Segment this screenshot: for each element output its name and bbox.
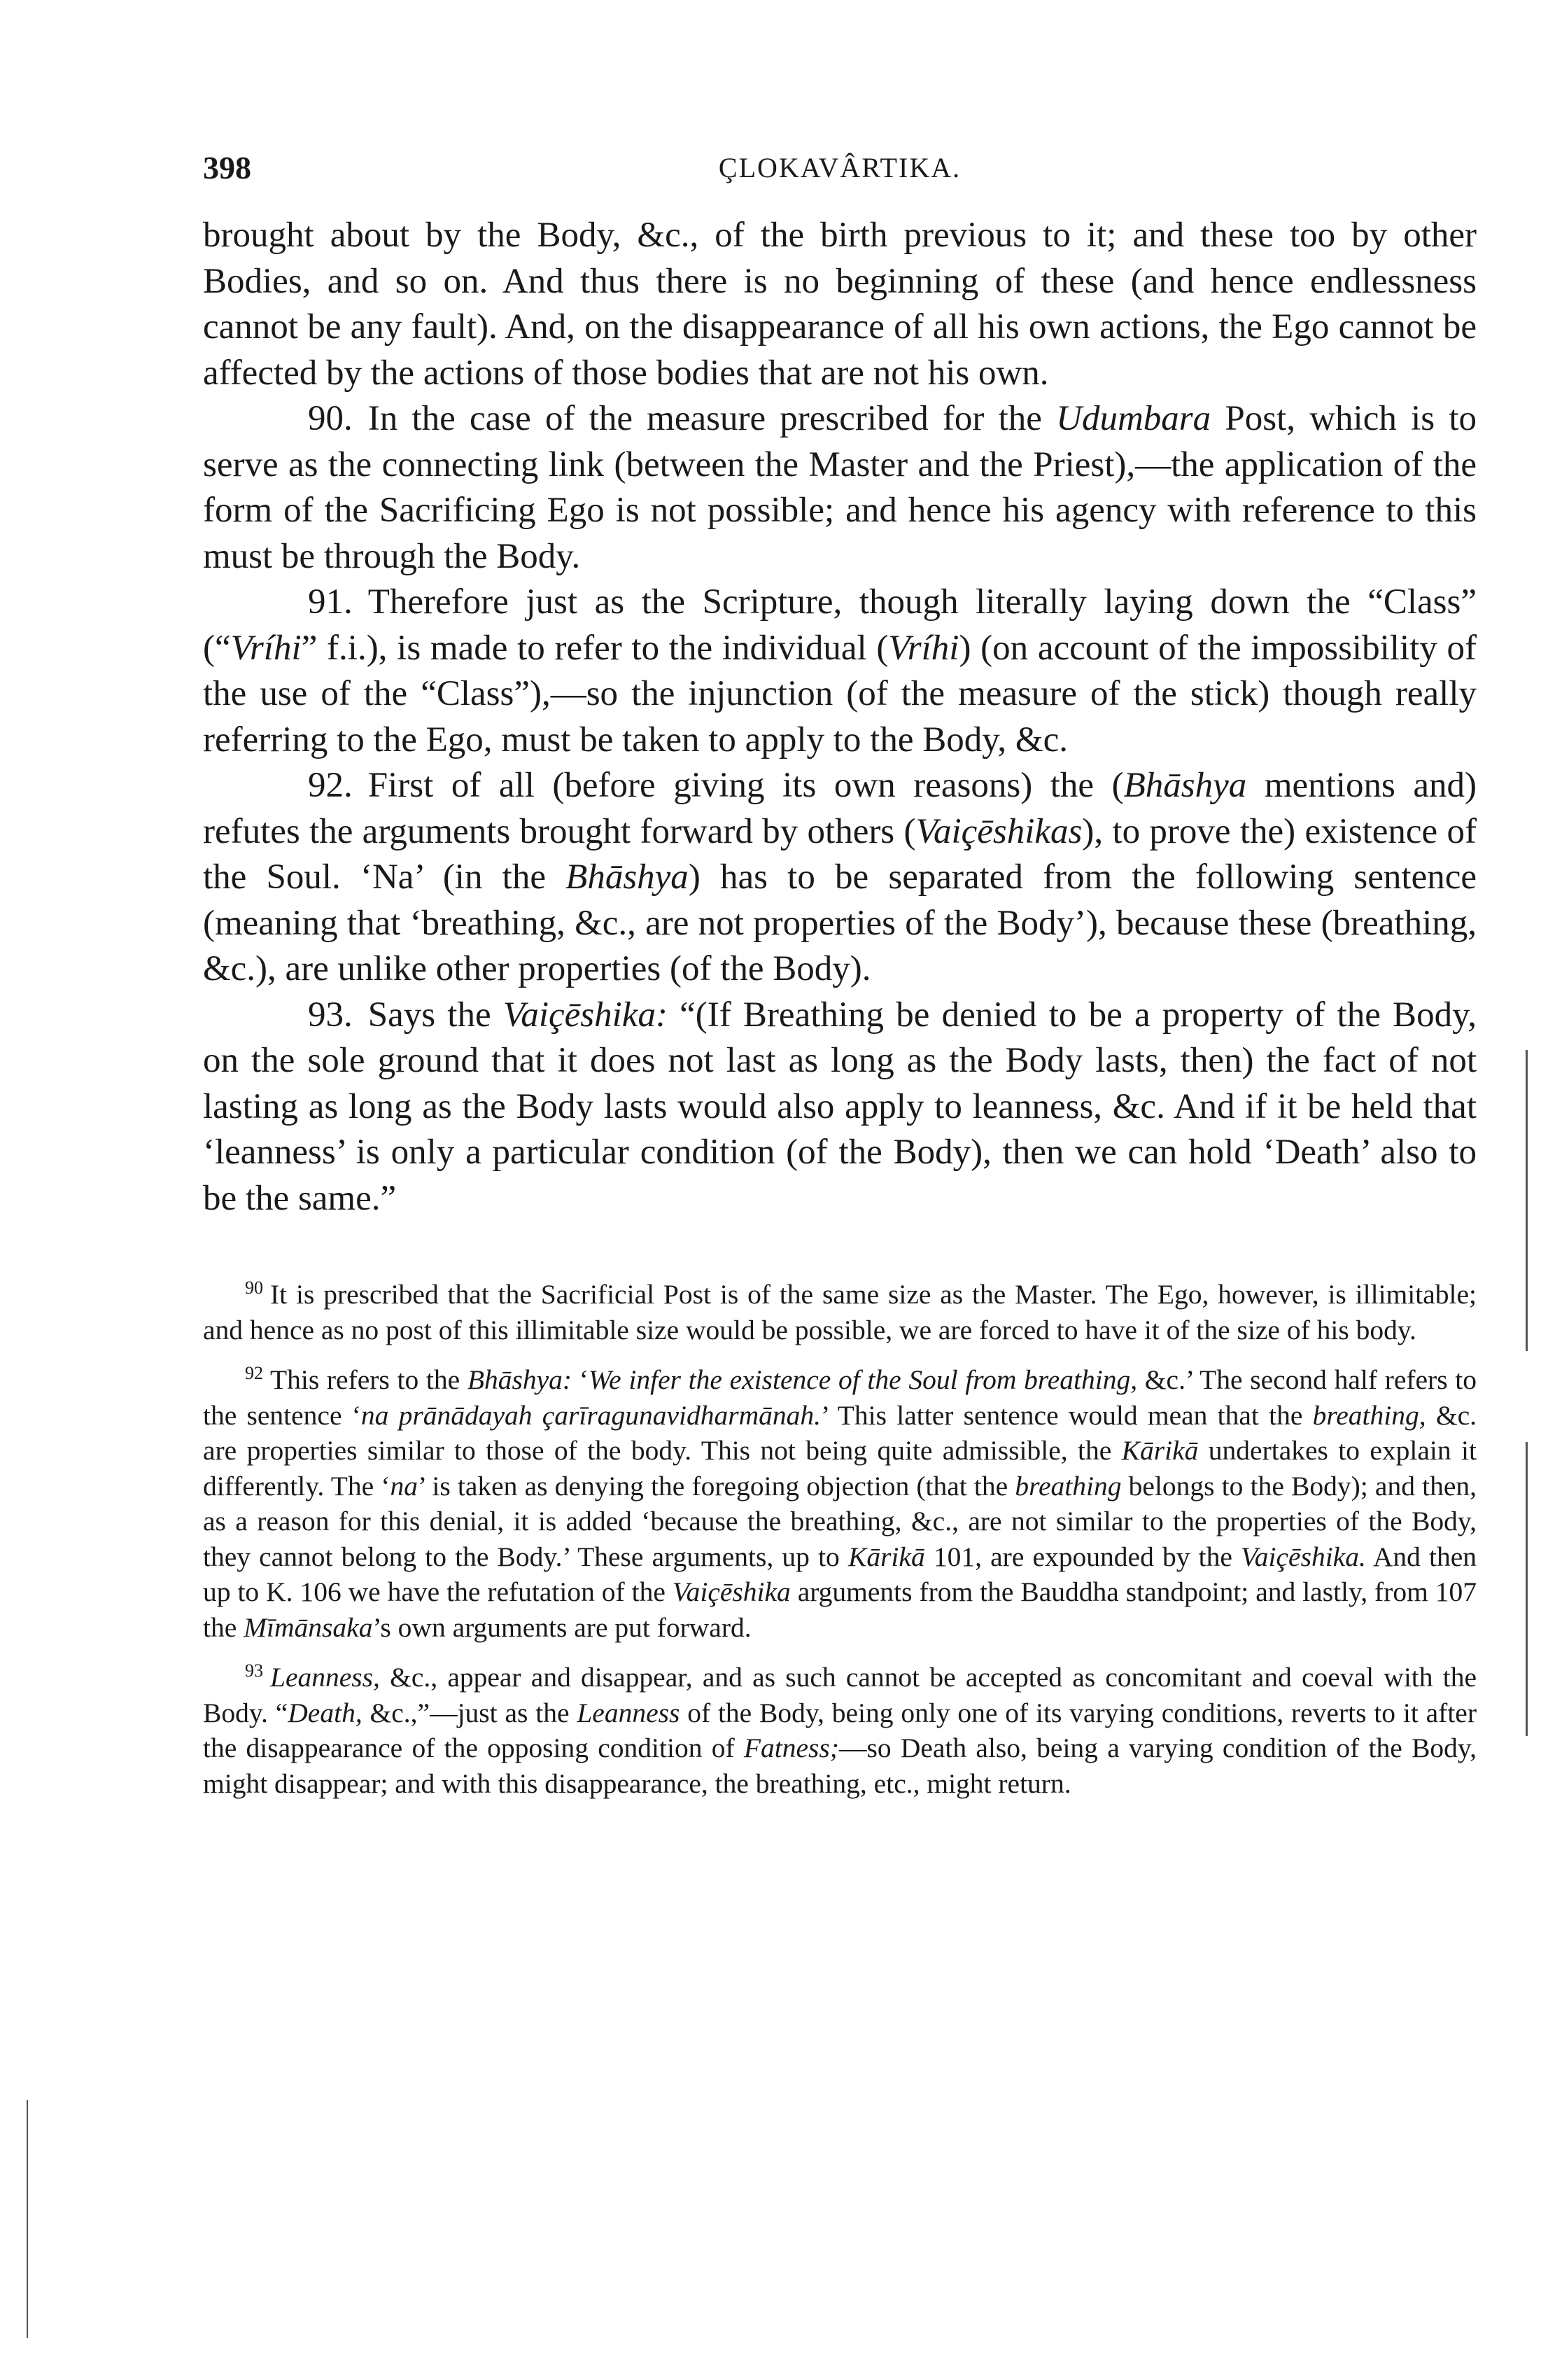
running-title: ÇLOKAVÂRTIKA. <box>718 152 962 183</box>
scan-margin-line <box>1526 1442 1528 1736</box>
footnote-marker: 93 <box>245 1660 263 1681</box>
page-number: 398 <box>203 150 251 186</box>
footnote-marker: 90 <box>245 1278 263 1298</box>
continuation-paragraph: brought about by the Body, &c., of the birth previous to it; and these too by other Bodies, and so on. And thus there is no beginning of these (and hence endlessness cannot be any fault). And, on the disappearance of all his own actions, the Ego cannot be affected by the actions of those bodies that are not his own. <box>203 216 1477 393</box>
running-head <box>203 140 1477 196</box>
main-text <box>203 213 1477 1222</box>
paragraph-91: 91. Therefore just as the Scripture, though literally laying down the “Class” (“Vríhi” f.i.), is made to refer to the individual (Vríhi) (on account of the impossibility of the use of the “Class”),—so the injunction (of the measure of the stick) though really referring to the Ego, must be taken to apply to the Body, &c. <box>203 582 1477 760</box>
footnote-92: $^{92}$ This refers to the Bhāshya: ‘We infer the existence of the Soul from breathing, &c.’ The second half refers to the sentence ‘na prānādayah çarīragunavidharmānah.’ This latter sentence would mean that the breathing, &c. are properties similar to those of the body. This not being quite admissible, the Kārikā undertakes to explain it differently. The ‘na’ is taken as denying the foregoing objection (that the breathing belongs to the Body); and then, as a reason for this denial, it is added ‘because the breathing, &c., are not similar to the properties of the Body, they cannot belong to the Body.’ These arguments, up to Kārikā 101, are expounded by the Vaiçēshika. And then up to K. 106 we have the refutation of the Vaiçēshika arguments from the Bauddha standpoint; and lastly, from 107 the Mīmānsaka’s own arguments are put forward. <box>203 1363 1477 1643</box>
paragraph-number: 91. <box>308 582 353 622</box>
scan-margin-line <box>27 2100 28 2338</box>
paragraph-93: 93. Says the Vaiçēshika: “(If Breathing be denied to be a property of the Body, on the sole ground that it does not last as long as the Body lasts, then) the fact of not lasting as long as the Body lasts would also apply to leanness, &c. And if it be held that ‘leanness’ is only a particular condition (of the Body), then we can hold ‘Death’ also to be the same.” <box>203 995 1477 1218</box>
paragraph-90: 90. In the case of the measure prescribed for the Udumbara Post, which is to serve as the connecting link (between the Master and the Priest),—the application of the form of the Sacrificing Ego is not possible; and hence his agency with reference to this must be through the Body. <box>203 399 1477 576</box>
paragraph-number: 93. <box>308 995 353 1035</box>
paragraph-number: 90. <box>308 399 353 438</box>
footnotes <box>203 1270 1477 1801</box>
paragraph-92: 92. First of all (before giving its own reasons) the (Bhāshya mentions and) refutes the arguments brought forward by others (Vaiçēshikas), to prove the) existence of the Soul. ‘Na’ (in the Bhāshya) has to be separated from the following sentence (meaning that ‘breathing, &c., are not properties of the Body’), because these (breathing, &c.), are unlike other properties (of the Body). <box>203 766 1477 988</box>
footnote-93: $^{93}$ Leanness, &c., appear and disappear, and as such cannot be accepted as concomitant and coeval with the Body. “Death, &c.,”—just as the Leanness of the Body, being only one of its varying conditions, reverts to it after the disappearance of the opposing condition of Fatness;—so Death also, being a varying condition of the Body, might disappear; and with this disappearance, the breathing, etc., might return. <box>203 1660 1477 1799</box>
scan-margin-line <box>1526 1050 1528 1351</box>
paragraph-number: 92. <box>308 766 353 805</box>
footnote-90: $^{90}$ It is prescribed that the Sacrificial Post is of the same size as the Master. The Ego, however, is illimitable; and hence as no post of this illimitable size would be possible, we are forced to have it of the size of his body. <box>203 1278 1477 1345</box>
footnote-marker: 92 <box>245 1363 263 1383</box>
book-page <box>203 140 1477 1809</box>
